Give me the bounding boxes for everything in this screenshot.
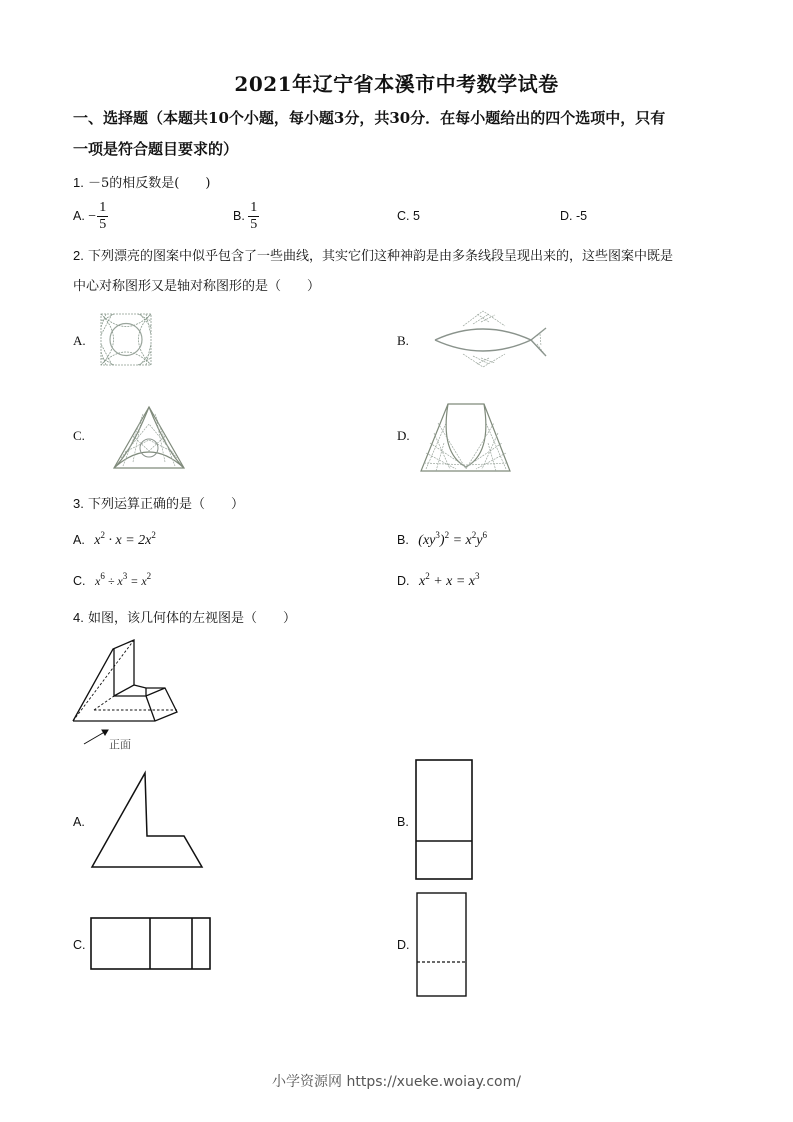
square-string-art-icon <box>100 313 152 366</box>
option-label: C. <box>73 574 86 588</box>
section-heading-line2: 一项是符合题目要求的） <box>73 140 239 158</box>
l-shaped-polygon-icon <box>90 771 205 869</box>
trapezoid-string-art-icon <box>420 403 512 473</box>
q1-option-b[interactable] <box>233 200 259 233</box>
question-3 <box>73 493 244 512</box>
question-1 <box>73 172 210 191</box>
math-expression: $x^2 \cdot x = 2x^2$ <box>94 530 156 548</box>
minus-sign: − <box>88 208 97 224</box>
page-title: 2021年辽宁省本溪市中考数学试卷 <box>234 72 559 96</box>
question-number: 4. <box>73 610 84 625</box>
geometric-solid-figure-icon <box>70 640 185 750</box>
triangle-string-art-icon <box>113 406 185 470</box>
question-stem: 下列运算正确的是（ ） <box>87 497 244 512</box>
q1-option-c[interactable] <box>397 209 420 223</box>
question-number: 1. <box>73 175 84 190</box>
fraction: $\frac{1}{5}$ <box>99 200 107 232</box>
q1-option-a[interactable] <box>73 200 108 233</box>
option-label: C. <box>397 209 410 223</box>
option-label: D. <box>397 574 410 588</box>
question-4 <box>73 607 296 626</box>
q3-option-d[interactable] <box>397 571 480 590</box>
fish-string-art-icon <box>433 310 551 368</box>
question-2 <box>73 245 673 264</box>
question-2-line2: 中心对称图形又是轴对称图形的是（ ） <box>73 279 321 294</box>
option-value: 5 <box>412 209 420 223</box>
q3-option-b[interactable] <box>397 530 487 549</box>
question-number: 3. <box>73 496 84 511</box>
option-label: D. <box>560 209 573 223</box>
question-stem-line1: 下列漂亮的图案中似乎包含了一些曲线，其实它们这种神韵是由多条线段呈现出来的，这些图案中既是 <box>87 249 673 264</box>
footer-watermark: 小学资源网 https://xueke.woiay.com/ <box>272 1074 521 1090</box>
option-value: -5 <box>575 209 588 223</box>
question-number: 2. <box>73 248 84 263</box>
math-expression: $x^6 \div x^3 = x^2$ <box>94 571 152 588</box>
wide-rectangle-dividers-icon <box>90 917 212 971</box>
question-stem: 如图，该几何体的左视图是（ ） <box>87 611 296 626</box>
q2-option-b-label[interactable]: B. <box>397 333 409 348</box>
question-stem: －5的相反数是( ) <box>87 176 211 191</box>
section-heading-line1: 一、选择题（本题共10个小题，每小题3分，共30分．在每小题给出的四个选项中，只有 <box>73 109 666 127</box>
q2-option-d-label[interactable]: D. <box>397 428 410 443</box>
q2-option-a-label[interactable]: A. <box>73 333 86 348</box>
math-expression: $x^2 + x = x^3$ <box>418 571 480 589</box>
q4-option-a-label[interactable]: A. <box>73 815 85 829</box>
q4-option-b-label[interactable]: B. <box>397 815 409 829</box>
rectangle-solid-divider-icon <box>415 759 473 880</box>
math-expression: $(xy^3)^2 = x^2y^6$ <box>418 530 487 548</box>
option-label: B. <box>397 533 409 547</box>
fraction: $\frac{1}{5}$ <box>250 200 258 232</box>
q1-option-d[interactable] <box>560 209 587 223</box>
q4-option-c-label[interactable]: C. <box>73 938 86 952</box>
q3-option-a[interactable] <box>73 530 156 549</box>
q3-option-c[interactable] <box>73 571 151 589</box>
q2-option-c-label[interactable]: C. <box>73 428 85 443</box>
option-label: A. <box>73 533 85 547</box>
front-view-caption: 正面 <box>109 738 131 751</box>
rectangle-dashed-divider-icon <box>416 892 468 998</box>
option-label: A. <box>73 208 85 223</box>
option-label: B. <box>233 208 245 223</box>
q4-option-d-label[interactable]: D. <box>397 938 410 952</box>
